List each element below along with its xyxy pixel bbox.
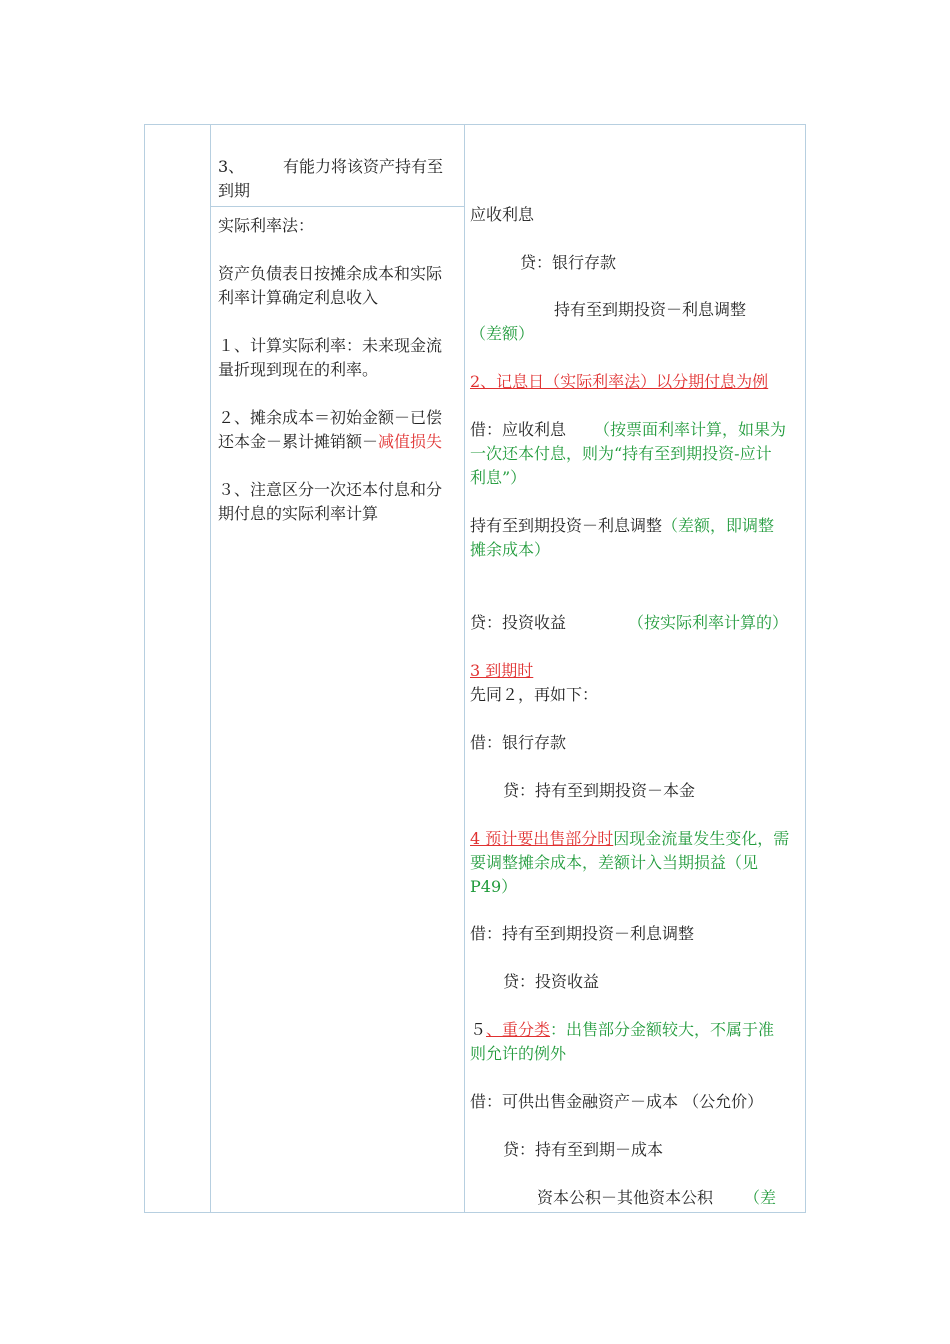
- column-divider-2: [464, 124, 465, 1213]
- r-debit-interest: 借：应收利息: [470, 420, 567, 439]
- r-note-line-3: 利息”）: [470, 468, 527, 487]
- r-credit-htm-principal: 贷：持有至到期投资－本金: [503, 781, 696, 800]
- r-section4-heading: 4 预计要出售部分时: [470, 829, 614, 848]
- r-difference-note: （差额）: [470, 324, 535, 343]
- impairment-loss-text: 减值损失: [378, 432, 443, 451]
- r-capital-reserve: 资本公积－其他资本公积: [537, 1188, 714, 1207]
- row-divider-middle: [210, 206, 464, 207]
- r-section4-line-1: [470, 827, 789, 851]
- r-eir-calc-note: （按实际利率计算的）: [628, 613, 789, 632]
- r-interest-receivable: 应收利息: [470, 205, 535, 224]
- item1-line-2: 量折现到现在的利率。: [218, 360, 379, 379]
- r-htm-adj-line: [470, 514, 774, 538]
- r-htm-adj-note: （差额，即调整: [662, 516, 775, 535]
- r-section4-line-2: 要调整摊余成本，差额计入当期损益（见: [470, 853, 759, 872]
- item3-line-2: 期付息的实际利率计算: [218, 504, 379, 523]
- r-section5-note: ：出售部分金额较大，不属于准: [550, 1020, 775, 1039]
- r-debit-bank: 借：银行存款: [470, 733, 567, 752]
- item2-line-2-text: 还本金－累计摊销额－: [218, 432, 379, 451]
- r-section5-line-1: [470, 1018, 774, 1042]
- r-same-as-2: 先同２，再如下：: [470, 685, 599, 704]
- cond3-text-cont: 到期: [218, 181, 251, 200]
- r-section3-heading: 3 到期时: [470, 661, 534, 680]
- r-capital-reserve-note: （差: [744, 1188, 777, 1207]
- r-section4-line-3: P49）: [470, 877, 518, 896]
- column-divider-1: [210, 124, 211, 1213]
- r-credit-investment-income: 贷：投资收益: [470, 613, 567, 632]
- r-section2-heading: 2、记息日（实际利率法）以分期付息为例: [470, 372, 769, 391]
- r-debit-afs-cost: 借：可供出售金融资产－成本 （公允价）: [470, 1092, 764, 1111]
- item2-line-2: [218, 430, 442, 454]
- r-htm-adj-text: 持有至到期投资－利息调整: [470, 516, 663, 535]
- r-amortized-cost-note: 摊余成本）: [470, 540, 551, 559]
- r-debit-interest-note: （按票面利率计算，如果为: [594, 420, 787, 439]
- r-section4-note: 因现金流量发生变化，需: [613, 829, 790, 848]
- item2-line-1: ２、摊余成本＝初始金额－已偿: [218, 408, 443, 427]
- bs-line-1: 资产负债表日按摊余成本和实际: [218, 264, 443, 283]
- eir-title: 实际利率法：: [218, 216, 315, 235]
- r-credit-bank: 贷：银行存款: [520, 253, 617, 272]
- r-section5-heading: 、重分类: [486, 1020, 551, 1039]
- cond3-number: 3、: [218, 157, 245, 176]
- r-debit-htm-adj: 借：持有至到期投资－利息调整: [470, 924, 695, 943]
- r-htm-interest-adj: 持有至到期投资－利息调整: [554, 300, 747, 319]
- r-section5-line-2: 则允许的例外: [470, 1044, 567, 1063]
- r-credit-invest-income-2: 贷：投资收益: [503, 972, 600, 991]
- cond3-text: 有能力将该资产持有至: [283, 157, 444, 176]
- r-credit-htm-cost: 贷：持有至到期－成本: [503, 1140, 664, 1159]
- r-note-line-2: 一次还本付息，则为“持有至到期投资-应计: [470, 444, 772, 463]
- item3-line-1: ３、注意区分一次还本付息和分: [218, 480, 443, 499]
- r-section5-number: ５: [470, 1020, 487, 1039]
- item1-line-1: １、计算实际利率：未来现金流: [218, 336, 443, 355]
- bs-line-2: 利率计算确定利息收入: [218, 288, 379, 307]
